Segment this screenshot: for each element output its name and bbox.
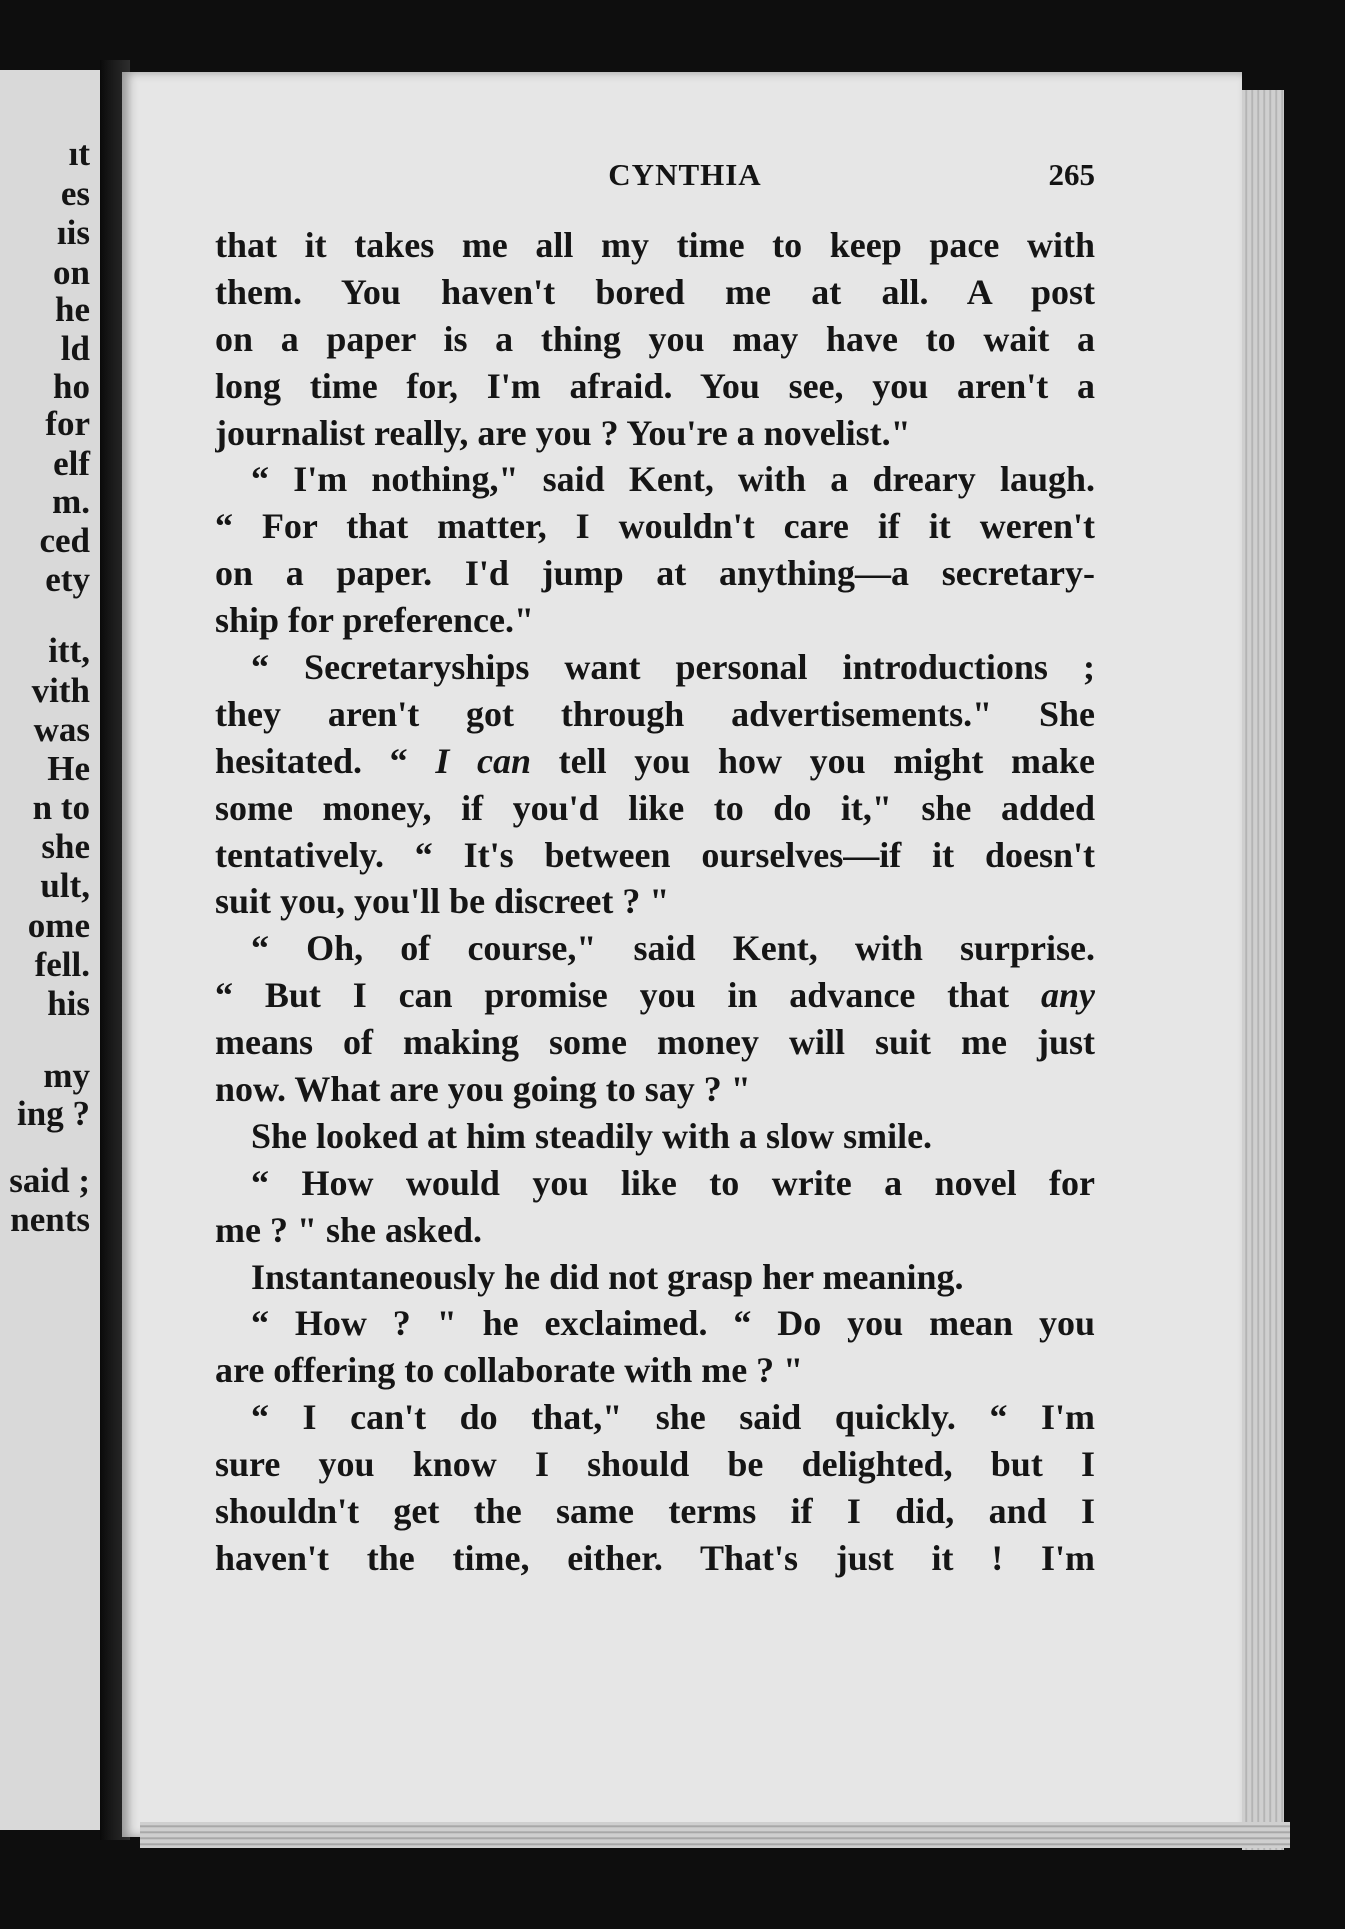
text-line: long time for, I'm afraid. You see, you aren't a: [215, 365, 1095, 406]
left-page-fragment: elf: [53, 444, 90, 483]
text-line: sure you know I should be delighted, but I: [215, 1444, 1095, 1485]
text-line: “ For that matter, I wouldn't care if it weren't: [215, 506, 1095, 547]
text-line: “ How would you like to write a novel for: [251, 1162, 1095, 1203]
text-line: hesitated. “ I can tell you how you might make: [215, 740, 1095, 781]
text-line: are offering to collaborate with me ? ": [215, 1350, 804, 1391]
left-page-fragment: ome: [27, 906, 90, 945]
running-title: CYNTHIA: [608, 157, 762, 192]
left-page-fragment: he: [55, 290, 90, 329]
page-edges: [1242, 90, 1284, 1850]
text-line: “ But I can promise you in advance that any: [215, 975, 1095, 1016]
body-text: [215, 222, 1095, 1582]
left-page-fragment: ıis: [56, 213, 90, 252]
left-page-fragment: n to: [32, 788, 90, 827]
text-line: Instantaneously he did not grasp her meaning.: [251, 1256, 964, 1297]
text-line: shouldn't get the same terms if I did, and I: [215, 1491, 1095, 1532]
running-head: [215, 157, 1095, 197]
left-page-fragment: was: [33, 710, 90, 749]
left-page-fragment: nents: [10, 1200, 90, 1239]
text-line: now. What are you going to say ? ": [215, 1069, 751, 1110]
left-page-fragment: es: [60, 174, 90, 213]
text-line: me ? " she asked.: [215, 1209, 482, 1250]
text-line: journalist really, are you ? You're a novelist.": [215, 412, 911, 453]
left-page-fragment: vith: [31, 671, 90, 710]
page-number: 265: [1048, 157, 1095, 192]
left-page-fragment: m.: [52, 482, 90, 521]
text-line: on a paper. I'd jump at anything—a secretary-: [215, 553, 1095, 594]
left-page-fragment: said ;: [9, 1161, 90, 1200]
text-line: haven't the time, either. That's just it ! I'm: [215, 1537, 1095, 1578]
left-page-fragment: ld: [60, 329, 90, 368]
left-page-fragment: ult,: [40, 866, 90, 905]
text-line: means of making some money will suit me just: [215, 1022, 1095, 1063]
left-page-fragment: on: [53, 253, 90, 292]
left-page-fragment: He: [47, 749, 90, 788]
text-line: ship for preference.": [215, 600, 534, 641]
text-line: that it takes me all my time to keep pace with: [215, 225, 1095, 265]
text-line: they aren't got through advertisements." She: [215, 693, 1095, 734]
left-page-fragment: itt,: [48, 631, 90, 670]
left-page-fragment: fell.: [34, 945, 90, 984]
previous-page-fragment: [0, 70, 100, 1830]
left-page-fragment: my: [43, 1056, 90, 1095]
text-line: suit you, you'll be discreet ? ": [215, 881, 670, 922]
text-line: “ I can't do that," she said quickly. “ I'm: [251, 1397, 1095, 1438]
text-line: some money, if you'd like to do it," she added: [215, 787, 1095, 828]
left-page-fragment: ıt: [68, 134, 90, 173]
left-page-fragment: she: [41, 827, 90, 866]
left-page-fragment: for: [45, 404, 90, 443]
left-page-fragment: ced: [39, 521, 90, 560]
left-page-fragment: ing ?: [17, 1094, 90, 1133]
text-line: tentatively. “ It's between ourselves—if it doesn't: [215, 834, 1095, 875]
left-page-fragment: ho: [53, 367, 90, 406]
text-line: them. You haven't bored me at all. A post: [215, 271, 1095, 312]
text-line: “ Oh, of course," said Kent, with surprise.: [251, 928, 1095, 969]
text-line: on a paper is a thing you may have to wait a: [215, 318, 1095, 359]
text-line: “ I'm nothing," said Kent, with a dreary laugh.: [251, 459, 1095, 500]
left-page-fragment: his: [47, 984, 90, 1023]
left-page-fragment: ety: [45, 560, 90, 599]
text-line: “ How ? " he exclaimed. “ Do you mean you: [251, 1303, 1095, 1344]
text-line: She looked at him steadily with a slow smile.: [251, 1115, 933, 1156]
text-line: “ Secretaryships want personal introductions ;: [251, 647, 1095, 688]
bottom-page-edges: [140, 1822, 1290, 1848]
